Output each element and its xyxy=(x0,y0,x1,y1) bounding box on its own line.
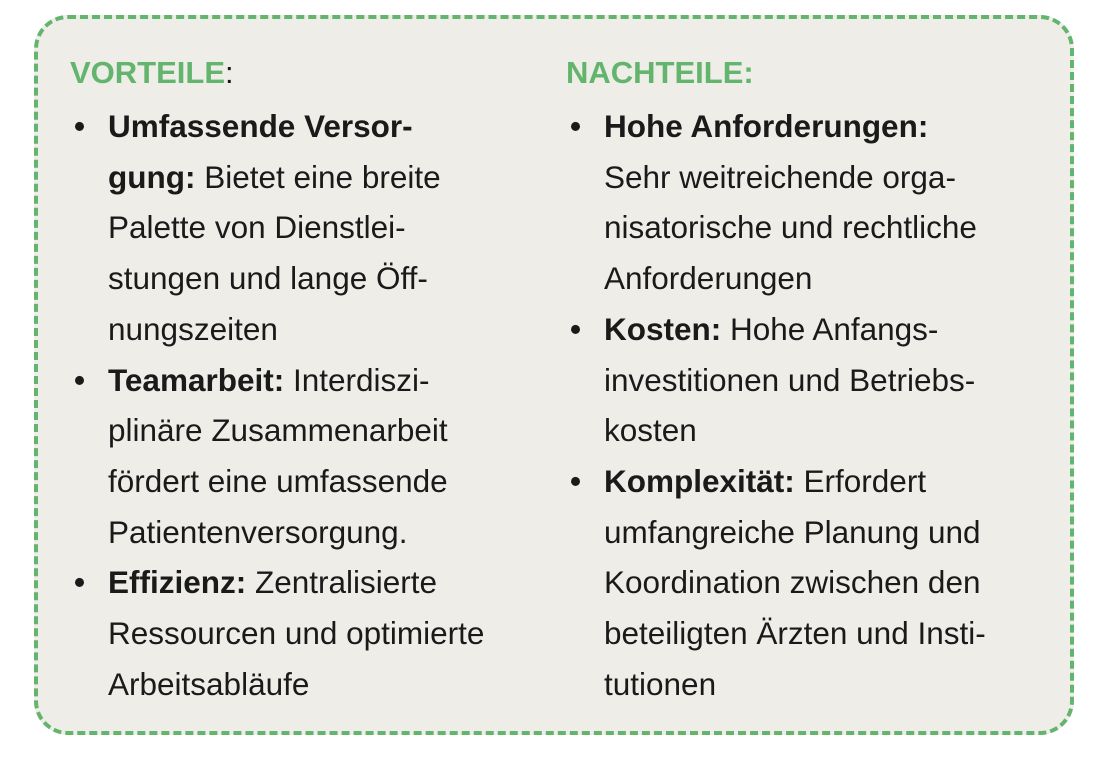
bullet-icon: • xyxy=(570,462,582,499)
item-line xyxy=(108,405,550,456)
item-text: Arbeitsabläufe xyxy=(108,665,310,702)
vorteile-heading-text: VORTEILE xyxy=(70,55,226,90)
nachteile-list-item xyxy=(566,101,1046,304)
item-bold-text: Kosten: xyxy=(604,310,722,347)
item-text: Anforderungen xyxy=(604,260,813,297)
item-line xyxy=(108,152,550,203)
nachteile-column xyxy=(566,53,1046,709)
item-bold-text: gung: xyxy=(108,158,196,195)
item-text: kosten xyxy=(604,412,697,449)
bullet-icon: • xyxy=(74,361,86,398)
item-text: Erfordert xyxy=(794,462,927,499)
nachteile-list-item xyxy=(566,456,1046,710)
vorteile-list xyxy=(70,101,550,709)
item-line xyxy=(604,253,1046,304)
item-text: nisatorische und rechtliche xyxy=(604,209,977,246)
nachteile-list xyxy=(566,101,1046,709)
bullet-icon: • xyxy=(570,310,582,347)
item-text: Koordination zwischen den xyxy=(604,564,981,601)
bullet-icon: • xyxy=(74,108,86,144)
item-text: Interdiszi- xyxy=(284,361,430,398)
item-text: Zentralisierte xyxy=(246,564,438,601)
vorteile-list-item xyxy=(70,557,550,709)
item-line xyxy=(604,202,1046,253)
item-text: Ressourcen und optimierte xyxy=(108,615,485,652)
item-text: Sehr weitreichende orga- xyxy=(604,158,956,195)
item-bold-text: Teamarbeit: xyxy=(108,361,285,398)
item-text: fördert eine umfassende xyxy=(108,462,448,499)
item-line xyxy=(604,456,1046,507)
item-text: investitionen und Betriebs- xyxy=(604,361,976,398)
item-text: Hohe Anfangs- xyxy=(721,310,939,347)
item-line xyxy=(108,253,550,304)
item-bold-text: Hohe Anforderungen: xyxy=(604,108,929,144)
item-bold-text: Komplexität: xyxy=(604,462,795,499)
item-line xyxy=(604,608,1046,659)
item-text: tutionen xyxy=(604,665,717,702)
item-line xyxy=(604,101,1046,152)
item-line xyxy=(604,304,1046,355)
item-line xyxy=(604,405,1046,456)
vorteile-heading-colon: : xyxy=(225,55,234,90)
item-line xyxy=(604,557,1046,608)
pros-cons-box xyxy=(34,15,1074,735)
item-text: beteiligten Ärzten und Insti- xyxy=(604,615,986,652)
item-text: Bietet eine breite xyxy=(195,158,441,195)
item-line xyxy=(108,101,550,152)
item-text: Patientenversorgung. xyxy=(108,513,408,550)
nachteile-heading: NACHTEILE: xyxy=(566,55,754,90)
vorteile-list-item xyxy=(70,355,550,558)
vorteile-column xyxy=(70,53,550,709)
item-line xyxy=(108,355,550,406)
item-line xyxy=(604,355,1046,406)
vorteile-list-item xyxy=(70,101,550,355)
nachteile-list-item xyxy=(566,304,1046,456)
item-line xyxy=(108,202,550,253)
item-text: Palette von Dienstlei- xyxy=(108,209,406,246)
item-line xyxy=(108,507,550,558)
vorteile-heading xyxy=(70,53,550,93)
item-line xyxy=(604,659,1046,710)
item-text: stungen und lange Öff- xyxy=(108,260,428,297)
item-line xyxy=(108,304,550,355)
item-bold-text: Effizienz: xyxy=(108,564,247,601)
item-line xyxy=(108,659,550,710)
item-text: nungszeiten xyxy=(108,310,278,347)
item-text: plinäre Zusammenarbeit xyxy=(108,412,448,449)
item-line xyxy=(604,152,1046,203)
item-line xyxy=(108,557,550,608)
item-line xyxy=(604,507,1046,558)
item-bold-text: Umfassende Versor- xyxy=(108,108,413,144)
item-line xyxy=(108,456,550,507)
item-text: umfangreiche Planung und xyxy=(604,513,981,550)
item-line xyxy=(108,608,550,659)
bullet-icon: • xyxy=(570,108,582,144)
bullet-icon: • xyxy=(74,564,86,601)
